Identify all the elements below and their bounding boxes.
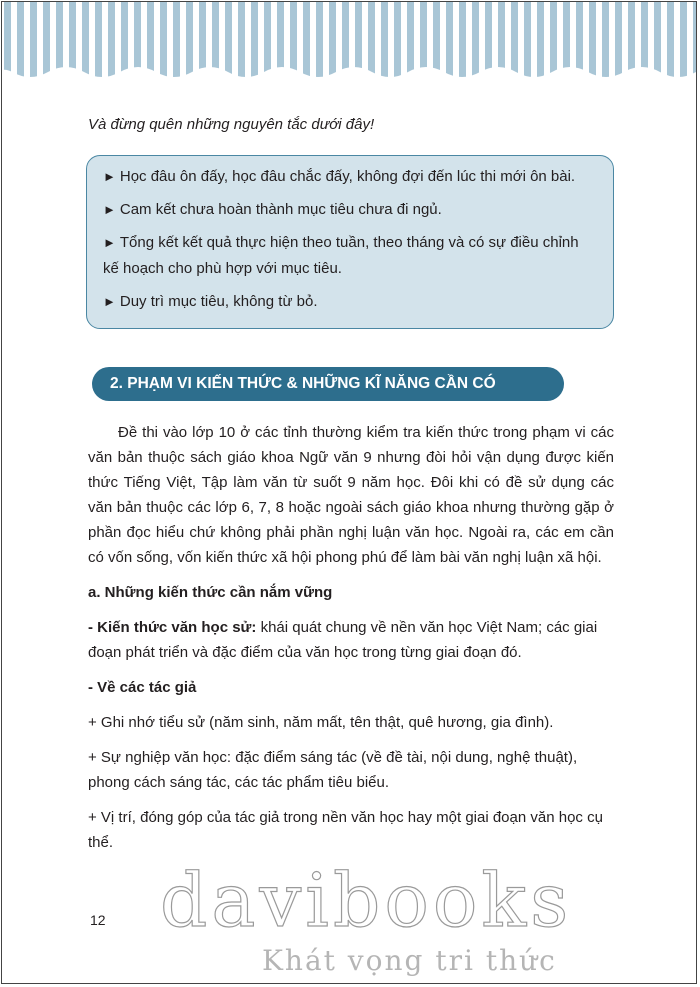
body-text — [88, 420, 614, 855]
triangle-bullet-icon: ► — [103, 294, 116, 309]
principle-item: ► Học đâu ôn đấy, học đâu chắc đấy, không đợi đến lúc thi mới ôn bài. — [103, 168, 576, 185]
watermark-logo: davibooks — [160, 858, 573, 944]
literary-history-item: - Kiến thức văn học sử: khái quát chung về nền văn học Việt Nam; các giai đoạn phát triển và đặc điểm của văn học trong từng giai đoạn đó. — [88, 619, 598, 661]
intro-paragraph: Đề thi vào lớp 10 ở các tỉnh thường kiểm tra kiến thức trong phạm vi các văn bản thuộc sách giáo khoa Ngữ văn 9 nhưng đòi hỏi vận dụng được kiến thức Tiếng Việt, Tập làm văn từ suốt 9 năm học. Đôi khi có đề sử dụng các văn bản thuộc các lớp 6, 7, 8 hoặc ngoài sách giáo khoa nhưng thường gặp ở phần đọc hiểu chứ không phải phần nghị luận văn học. Ngoài ra, các em cần có vốn sống, vốn kiến thức xã hội phong phú để làm bài văn nghị luận xã hội. — [88, 424, 614, 566]
author-point: + Vị trí, đóng góp của tác giả trong nền văn học hay một giai đoạn văn học cụ thể. — [88, 809, 603, 851]
page-number: 12 — [90, 912, 106, 928]
subheading-a: a. Những kiến thức cần nắm vững — [88, 584, 333, 601]
principle-item: ► Tổng kết kết quả thực hiện theo tuần, theo tháng và có sự điều chỉnh kế hoạch cho phù hợp với mục tiêu. — [103, 234, 579, 277]
intro-text: Và đừng quên những nguyên tắc dưới đây! — [88, 116, 375, 133]
principle-item: ► Duy trì mục tiêu, không từ bỏ. — [103, 293, 318, 310]
triangle-bullet-icon: ► — [103, 202, 116, 217]
principle-item: ► Cam kết chưa hoàn thành mục tiêu chưa đi ngủ. — [103, 201, 442, 218]
author-point: + Ghi nhớ tiểu sử (năm sinh, năm mất, tên thật, quê hương, gia đình). — [88, 714, 554, 731]
decorative-header-stripes — [2, 2, 696, 88]
watermark-tagline: Khát vọng tri thức — [262, 944, 557, 977]
section-title-banner: 2. PHẠM VI KIẾN THỨC & NHỮNG KĨ NĂNG CẦN CÓ — [92, 367, 564, 401]
authors-heading: - Về các tác giả — [88, 679, 197, 696]
triangle-bullet-icon: ► — [103, 235, 116, 250]
author-point: + Sự nghiệp văn học: đặc điểm sáng tác (về đề tài, nội dung, nghệ thuật), phong cách sáng tác, các tác phẩm tiêu biểu. — [88, 749, 578, 791]
principles-box — [86, 155, 614, 329]
triangle-bullet-icon: ► — [103, 169, 116, 184]
